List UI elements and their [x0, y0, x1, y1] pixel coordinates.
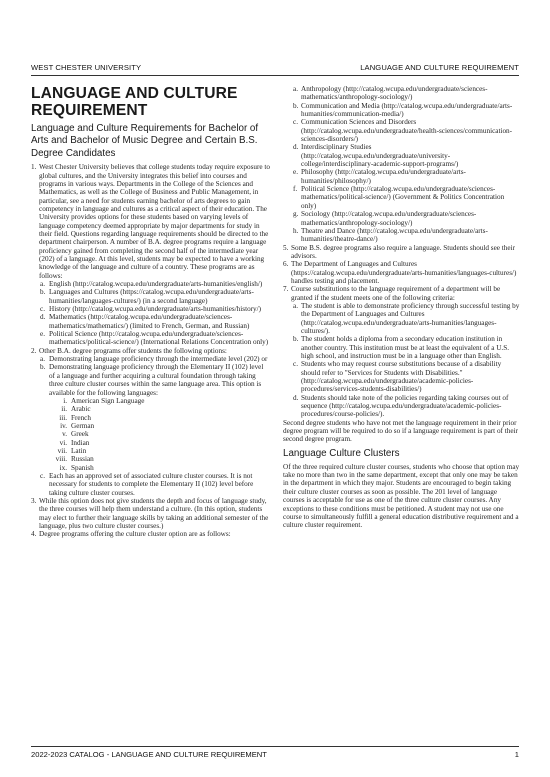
list-item-2: 2. Other B.A. degree programs offer students the following options: — [31, 347, 271, 355]
language-item: ii. Arabic — [61, 405, 91, 414]
list-item-text: Other B.A. degree programs offer students the following options: — [39, 346, 227, 355]
language-item: ix. Spanish — [59, 463, 94, 472]
program-item: c. Communication Sciences and Disorders (http://catalog.wcupa.edu/undergraduate/health-sciences/communication-sciences-disorders/) — [293, 118, 513, 144]
list-item-text: Course substitutions to the language requirement of a department will be granted if the student meets one of the following criteria: — [291, 285, 501, 302]
page-header — [31, 63, 519, 76]
program-item: c. History (http://catalog.wcupa.edu/undergraduate/arts-humanities/history/) — [40, 305, 262, 314]
program-item: b. Languages and Cultures (https://catalog.wcupa.edu/undergraduate/arts-humanities/languages-cultures/) (in a second language) — [40, 288, 254, 305]
list-item-3: 3. While this option does not give students the depth and focus of language study, the three courses will help them understand a culture. (In this option, students may elect to further their language skills by taking an additional semester of the language, plus two culture cluster courses.) — [31, 497, 271, 530]
page-footer — [31, 746, 519, 759]
criteria-item: a. The student is able to demonstrate proficiency through successful testing by the Department of Languages and Cultures (http://catalog.wcupa.edu/undergraduate/arts-humanities/languages-cultures/). — [293, 301, 520, 335]
language-item: vii. Latin — [57, 446, 87, 455]
program-item: g. Sociology (http://catalog.wcupa.edu/undergraduate/sciences-mathematics/anthropology-sociology/) — [293, 210, 477, 227]
option-item: a. Demonstrating language proficiency through the intermediate level (202) or — [40, 355, 268, 364]
language-item: vi. Indian — [59, 438, 90, 447]
program-item: e. Political Science (http://catalog.wcupa.edu/undergraduate/sciences-mathematics/political-science/) (International Relations Concentration only) — [40, 330, 269, 347]
page-title: LANGUAGE AND CULTURE REQUIREMENT — [31, 85, 238, 119]
language-item: iv. German — [60, 421, 95, 430]
requirements-list — [31, 163, 271, 538]
program-item: b. Communication and Media (http://catalog.wcupa.edu/undergraduate/arts-humanities/communication-media/) — [293, 101, 513, 119]
list-item-4: 4. Degree programs offering the culture cluster option are as follows: — [31, 530, 271, 538]
language-item: v. Greek — [62, 430, 89, 439]
left-column — [31, 85, 271, 539]
list-item-6: 6. The Department of Languages and Cultures (https://catalog.wcupa.edu/undergraduate/arts-humanities/languages-cultures/) handles testing and placement. — [283, 260, 520, 285]
list-item-text: West Chester University believes that college students today require exposure to global cultures, and the University integrates this belief into courses and programs in various ways. Departments in the College of the Sciences and Mathematics, as well as the College of Business and Public Management, in particular, see a need for students earning bachelor of arts degrees to gain competency in language and cultures as a critical aspect of their education. The University provides options for these students based on varying levels of language competency deemed appropriate by major departments for study in their field. Questions regarding language requirements should be directed to the department chairperson. A number of B.A. degree programs require a language proficiency gained from completing the second half of the intermediate year (202) of a language. At this level, students may be expected to have a working knowledge of the language and culture of a country. These programs are as follows: — [39, 163, 270, 280]
list-item-text: The Department of Languages and Cultures (https://catalog.wcupa.edu/undergraduate/arts-humanities/languages-cultures/) handles testing and placement. — [291, 260, 517, 285]
program-item: d. Interdisciplinary Studies (http://catalog.wcupa.edu/undergraduate/university-college/interdisciplinary-academic-support-programs/) — [293, 143, 459, 169]
program-item: h. Theatre and Dance (http://catalog.wcupa.edu/undergraduate/arts-humanities/theatre-dance/) — [293, 226, 488, 244]
option-item: b. Demonstrating language proficiency through the Elementary II (102) level of a language and further acquiring a cultural foundation through taking three culture cluster courses within the same language area. This option is available for the following languages: — [40, 363, 264, 397]
header-university: WEST CHESTER UNIVERSITY — [31, 63, 142, 72]
header-section: LANGUAGE AND CULTURE REQUIREMENT — [360, 63, 519, 72]
language-item: iii. French — [59, 413, 91, 422]
criteria-item: b. The student holds a diploma from a secondary education institution in another country. This institution must be at least the equivalent of a U.S. high school, and instruction must be in a language other than English. — [293, 335, 509, 360]
list-item-7: 7. Course substitutions to the language requirement of a department will be granted if the student meets one of the following criteria: — [283, 285, 520, 302]
criteria-item: d. Students should take note of the policies regarding taking courses out of sequence (http://catalog.wcupa.edu/undergraduate/academic-policies-procedures/course-policies/). — [293, 393, 509, 419]
requirements-list-continued — [283, 85, 520, 444]
language-item: i. American Sign Language — [63, 396, 145, 405]
list-item-5: 5. Some B.S. degree programs also require a language. Students should see their advisors. — [283, 244, 520, 261]
footer-catalog: 2022-2023 CATALOG - LANGUAGE AND CULTURE REQUIREMENT — [31, 750, 267, 759]
list-item-text: Degree programs offering the culture cluster option are as follows: — [39, 530, 231, 539]
program-item: e. Philosophy (http://catalog.wcupa.edu/undergraduate/arts-humanities/philosophy/) — [293, 168, 466, 185]
program-item: d. Mathematics (http://catalog.wcupa.edu/undergraduate/sciences-mathematics/mathematics/) (limited to French, German, and Russian) — [40, 313, 250, 330]
program-item: a. Anthropology (http://catalog.wcupa.edu/undergraduate/sciences-mathematics/anthropology-sociology/) — [293, 85, 488, 102]
program-item: a. English (http://catalog.wcupa.edu/undergraduate/arts-humanities/english/) — [40, 280, 263, 289]
list-item-text: Some B.S. degree programs also require a language. Students should see their advisors. — [291, 243, 515, 260]
criteria-item: c. Students who may request course substitutions because of a disability should refer to "Services for Students with Disabilities." (http://catalog.wcupa.edu/undergraduate/academic-policies-procedures/services-students-disabilities/) — [293, 360, 502, 394]
right-column — [283, 85, 520, 530]
second-degree-paragraph: Second degree students who have not met the language requirement in their prior degree program will be required to do so if a language requirement is part of their second degree program. — [283, 418, 518, 444]
list-item-text: While this option does not give students the depth and focus of language study, the three courses will help them understand a culture. (In this option, students may elect to further their language skills by taking an additional semester of the language, plus two culture cluster courses.) — [39, 496, 269, 530]
list-item-1: 1. West Chester University believes that college students today require exposure to global cultures, and the University integrates this belief into courses and programs in various ways. Departments in the College of the Sciences and Mathematics, as well as the College of Business and Public Management, in particular, see a need for students earning bachelor of arts degrees to gain competency in language and cultures as a critical aspect of their education. The University provides options for these students based on varying levels of language competency deemed appropriate by major departments for study in their field. Questions regarding language requirements should be directed to the department chairperson. A number of B.A. degree programs require a language proficiency gained from completing the second half of the intermediate year (202) of a language. At this level, students may be expected to have a working knowledge of the language and culture of a country. These programs are as follows: — [31, 163, 270, 280]
language-item: viii. Russian — [55, 455, 94, 464]
page-number: 1 — [514, 750, 519, 759]
option-item: c. Each has an approved set of associated culture cluster courses. It is not necessary for students to complete the Elementary II (102) level before taking culture cluster courses. — [40, 471, 254, 497]
clusters-paragraph: Of the three required culture cluster courses, students who choose that option may take no more than two in the same department, except that only one may be taken in the department in which they major. Students are encouraged to begin taking their culture cluster courses as soon as possible. The 201 level of language courses is acceptable for use as one of the three culture cluster courses. Any exceptions to these conditions must be petitioned. A student may not use one course to simultaneously fulfill a general education distributive requirement and a culture cluster requirement. — [283, 462, 520, 530]
section-subtitle: Language and Culture Requirements for Bachelor of Arts and Bachelor of Music Degree and Certain B.S. Degree Candidates — [31, 123, 259, 159]
clusters-heading: Language Culture Clusters — [283, 447, 400, 459]
program-item: f. Political Science (http://catalog.wcupa.edu/undergraduate/sciences-mathematics/political-science/) (Government & Politics Concentration only) — [293, 185, 505, 210]
